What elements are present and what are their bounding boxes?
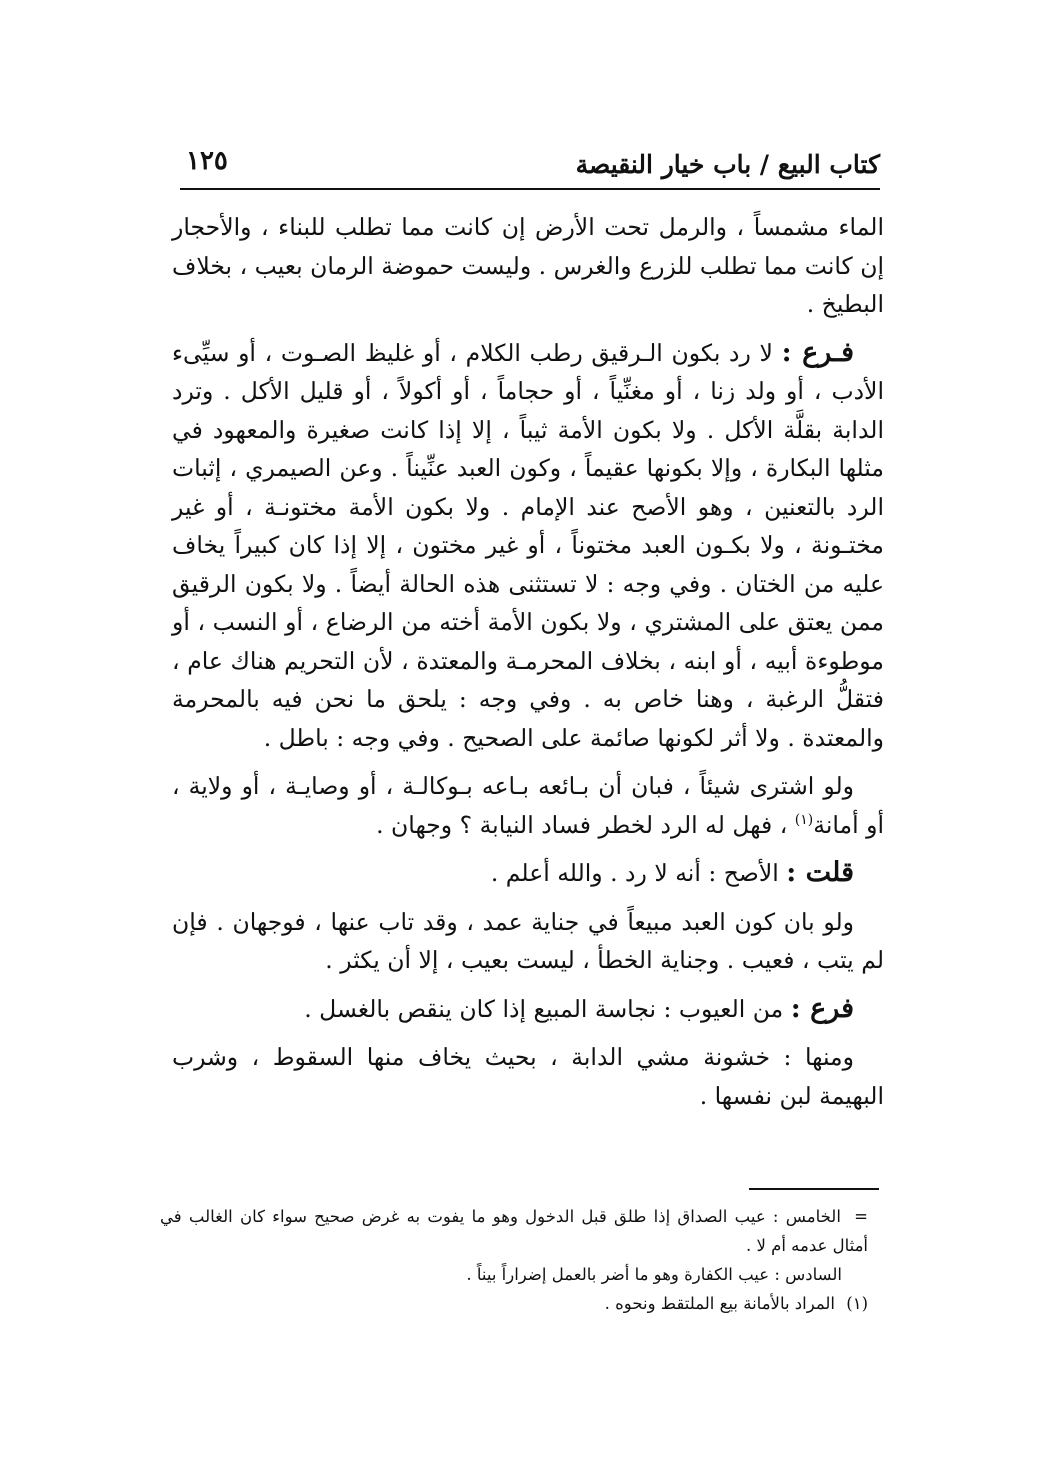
paragraph bbox=[172, 990, 884, 1029]
paragraph bbox=[172, 208, 884, 324]
page-number: ١٢٥ bbox=[186, 146, 228, 176]
paragraph-text: ولو اشترى شيئاً ، فبان أن بـائعه بـاعه بـوكالـة ، أو وصايـة ، أو ولاية ، أو أمانة bbox=[172, 772, 884, 839]
footnote bbox=[160, 1289, 868, 1318]
footnote bbox=[160, 1260, 868, 1289]
paragraph-text: الماء مشمساً ، والرمل تحت الأرض إن كانت مما تطلب للبناء ، والأحجار إن كانت مما تطلب للزرع والغرس . وليست حموضة الرمان بعيب ، بخلاف البطيخ . bbox=[172, 213, 884, 318]
footnotes bbox=[160, 1202, 868, 1318]
footnote-reference[interactable]: (١) bbox=[794, 811, 814, 828]
paragraph bbox=[172, 767, 884, 844]
paragraph bbox=[172, 903, 884, 980]
paragraph bbox=[172, 334, 884, 758]
paragraph-text: من العيوب : نجاسة المبيع إذا كان ينقص بالغسل . bbox=[304, 994, 784, 1023]
paragraph-text: الأصح : أنه لا رد . والله أعلم . bbox=[490, 859, 779, 887]
header-title: كتاب البيع / باب خيار النقيصة bbox=[575, 150, 880, 179]
footnote-marker: = bbox=[854, 1207, 868, 1226]
footnote-marker: (١) bbox=[846, 1294, 868, 1313]
footnote-text: المراد بالأمانة بيع الملتقط ونحوه . bbox=[604, 1294, 835, 1313]
section-lead: فرع : bbox=[790, 992, 854, 1024]
footnote-text: الخامس : عيب الصداق إذا طلق قبل الدخول وهو ما يفوت به غرض صحيح سواء كان الغالب في أمثال عدمه أم لا . bbox=[160, 1207, 868, 1255]
paragraph-text: ، فهل له الرد لخطر فساد النيابة ؟ وجهان . bbox=[376, 810, 795, 839]
section-lead: قلت : bbox=[786, 857, 854, 888]
footnote-divider bbox=[749, 1188, 879, 1190]
footnote-text: السادس : عيب الكفارة وهو ما أضر بالعمل إضراراً بيناً . bbox=[466, 1265, 842, 1284]
running-header bbox=[180, 140, 880, 190]
main-text bbox=[172, 208, 884, 1125]
section-lead: فـرع : bbox=[781, 336, 854, 368]
paragraph-text: ومنها : خشونة مشي الدابة ، بحيث يخاف منها السقوط ، وشرب البهيمة لبن نفسها . bbox=[172, 1043, 884, 1110]
paragraph-text: ولو بان كون العبد مبيعاً في جناية عمد ، وقد تاب عنها ، فوجهان . فإن لم يتب ، فعيب . وجناية الخطأ ، ليست بعيب ، إلا أن يكثر . bbox=[172, 907, 884, 974]
paragraph bbox=[172, 1038, 884, 1115]
paragraph-text: لا رد بكون الـرقيق رطب الكلام ، أو غليظ الصـوت ، أو سيِّىء الأدب ، أو ولد زنا ، أو مغنِّياً ، أو حجاماً ، أو أكولاً ، أو قليل الأكل . وترد الدابة بقلَّة الأكل . ولا بكون الأمة ثيباً ، إلا إذا كانت صغيرة والمعهود في مثلها البكارة ، وإلا بكونها عقيماً ، وكون العبد عنِّيناً . وعن الصيمري ، إثبات الرد بالتعنين ، وهو الأصح عند الإمام . ولا بكون الأمة مختونـة ، أو غير مختـونة ، ولا بكـون العبد مختوناً ، أو غير مختون ، إلا إذا كان كبيراً يخاف عليه من الختان . وفي وجه : لا تستثنى هذه الحالة أيضاً . ولا بكون الرقيق ممن يعتق على المشتري ، ولا بكون الأمة أخته من الرضاع ، أو النسب ، أو موطوءة أبيه ، أو ابنه ، بخلاف المحرمـة والمعتدة ، لأن التحريم هناك عام ، فتقلُّ الرغبة ، وهنا خاص به . وفي وجه : يلحق ما نحن فيه بالمحرمة والمعتدة . ولا أثر لكونها صائمة على الصحيح . وفي وجه : باطل . bbox=[172, 338, 885, 752]
paragraph bbox=[172, 854, 884, 893]
footnote bbox=[160, 1202, 868, 1260]
